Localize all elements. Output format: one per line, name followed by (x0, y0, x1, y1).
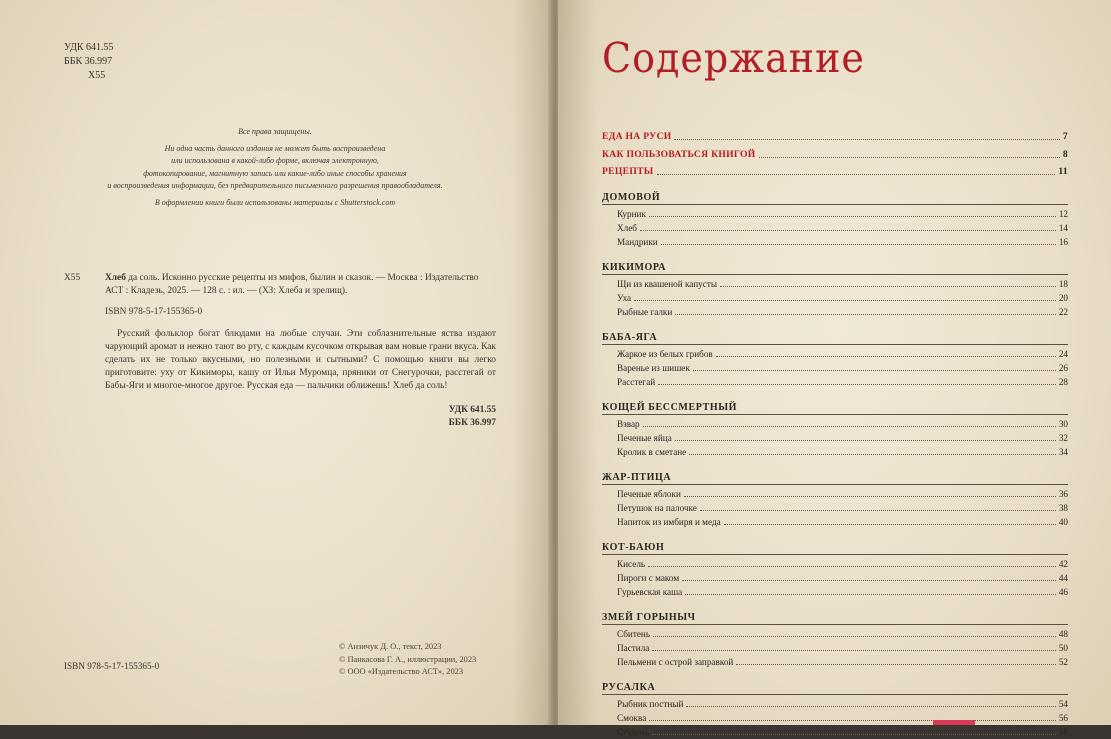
toc-group (602, 190, 1068, 249)
toc-entry-label: Пироги с маком (617, 573, 680, 583)
toc-section-label: ЕДА НА РУСИ (602, 131, 672, 142)
toc-entry[interactable] (602, 431, 1068, 445)
rights-line: В оформлении книги были использованы материалы с Shutterstock.com (154, 197, 396, 207)
toc-entry[interactable] (602, 235, 1068, 249)
toc-entry-label: Мандрики (617, 237, 658, 247)
toc-page-number: 24 (1058, 349, 1068, 359)
toc-entry[interactable] (602, 207, 1068, 221)
toc-entry[interactable] (602, 361, 1068, 375)
toc-entry-label: Взвар (617, 419, 640, 429)
toc-group-title: ДОМОВОЙ (602, 190, 1068, 205)
toc-group-title: КОЩЕЙ БЕССМЕРТНЫЙ (602, 400, 1068, 415)
toc-page-number: 58 (1058, 727, 1068, 737)
toc-entry-label: Печеные яблоки (617, 489, 681, 499)
toc-entry-label: Пельмени с острой заправкой (617, 657, 734, 667)
toc-page-number: 34 (1058, 447, 1068, 457)
toc-entry-label: Напиток из имбиря и меда (617, 517, 721, 527)
toc-entry-label: Кисель (617, 559, 646, 569)
toc-leader-dots (675, 305, 1055, 315)
copyright-notice (70, 126, 480, 210)
biblio-text: да соль. Исконно русские рецепты из мифов, былин и сказок. — Москва : Издательство АСТ : Кладезь, 2025. — 128 с. : ил. — (ХЗ: Хлеба и зрелищ). (105, 273, 479, 297)
toc-entry[interactable] (602, 375, 1068, 389)
toc-leader-dots (652, 725, 1056, 735)
toc-leader-dots (736, 655, 1055, 665)
toc-leader-dots (674, 130, 1059, 140)
toc-page-number: 28 (1058, 377, 1068, 387)
toc-entry[interactable] (602, 711, 1068, 725)
toc-entry-label: Пастила (617, 643, 650, 653)
biblio-title: Хлеб (105, 273, 126, 283)
toc-entry[interactable] (602, 487, 1068, 501)
toc-entry-label: Уха (617, 293, 632, 303)
toc-leader-dots (649, 207, 1056, 217)
biblio-udk: УДК 641.55 (448, 404, 496, 415)
toc-entry[interactable] (602, 557, 1068, 571)
toc-page-number: 54 (1058, 699, 1068, 709)
rights-line: Все права защищены. (238, 127, 312, 136)
udk-code: УДК 641.55 (64, 42, 114, 53)
toc-group-title: ЖАР-ПТИЦА (602, 470, 1068, 485)
toc-leader-dots (759, 148, 1060, 158)
toc-entry[interactable] (602, 697, 1068, 711)
page-title: Содержание (602, 34, 865, 82)
toc-leader-dots (648, 557, 1056, 567)
toc-page-number: 16 (1058, 237, 1068, 247)
bibliographic-record (64, 272, 496, 430)
copyright-credits (339, 641, 476, 679)
toc-page-number: 30 (1058, 419, 1068, 429)
toc-entry-label: Рыбник постный (617, 699, 684, 709)
toc-entry-label: Кролик в сметане (617, 447, 687, 457)
biblio-code: Х55 (64, 273, 81, 283)
credit-line: © Панкасова Г. А., иллюстрации, 2023 (339, 654, 477, 664)
toc-entry-label: Гурьевская каша (617, 587, 683, 597)
toc-entry-label: Хлеб (617, 223, 637, 233)
toc-page-number: 40 (1058, 517, 1068, 527)
biblio-bbk: ББК 36.997 (448, 417, 496, 428)
toc-section[interactable] (602, 165, 1068, 179)
toc-leader-dots (657, 165, 1056, 175)
toc-page-number: 18 (1058, 279, 1068, 289)
toc-entry[interactable] (602, 641, 1068, 655)
rights-line: фотокопирование, магнитную запись или какие-либо иные способы хранения (143, 168, 407, 178)
toc-entry-label: Рыбные галки (617, 307, 673, 317)
rights-line: Ни одна часть данного издания не может быть воспроизведена (164, 143, 386, 153)
toc-entry[interactable] (602, 347, 1068, 361)
toc-section[interactable] (602, 130, 1068, 144)
toc-group (602, 610, 1068, 669)
toc-page-number: 7 (1062, 131, 1068, 142)
credit-line: © Анзичук Д. О., текст, 2023 (339, 642, 442, 651)
rights-line: и воспроизведения информации, без предварительного письменного разрешения правообладателя. (107, 181, 443, 191)
toc-page-number: 26 (1058, 363, 1068, 373)
toc-page-number: 38 (1058, 503, 1068, 513)
isbn-footer: ISBN 978-5-17-155365-0 (64, 661, 160, 671)
toc-entry[interactable] (602, 571, 1068, 585)
toc-page-number: 20 (1058, 293, 1068, 303)
toc-leader-dots (653, 627, 1056, 637)
toc-page-number: 42 (1058, 559, 1068, 569)
toc-leader-dots (649, 711, 1056, 721)
toc-entry[interactable] (602, 417, 1068, 431)
bbk-code: ББК 36.997 (64, 56, 113, 67)
toc-entry[interactable] (602, 445, 1068, 459)
toc-group-title: РУСАЛКА (602, 680, 1068, 695)
toc-leader-dots (686, 697, 1055, 707)
toc-entry[interactable] (602, 627, 1068, 641)
toc-entry[interactable] (602, 305, 1068, 319)
toc-group (602, 260, 1068, 319)
toc-page-number: 50 (1058, 643, 1068, 653)
classification-codes (64, 41, 114, 83)
toc-entry[interactable] (602, 277, 1068, 291)
toc-entry-label: Расстегай (617, 377, 656, 387)
toc-section-label: КАК ПОЛЬЗОВАТЬСЯ КНИГОЙ (602, 148, 756, 160)
toc-leader-dots (652, 641, 1055, 651)
toc-leader-dots (689, 445, 1056, 455)
toc-leader-dots (720, 277, 1056, 287)
toc-group-title: КОТ-БАЮН (602, 540, 1068, 555)
toc-leader-dots (716, 347, 1056, 357)
toc-leader-dots (640, 221, 1056, 231)
biblio-isbn: ISBN 978-5-17-155365-0 (105, 307, 203, 318)
toc-entry-label: Щи из квашеной капусты (617, 279, 718, 289)
toc-section-label: РЕЦЕПТЫ (602, 166, 654, 177)
toc-group-title: КИКИМОРА (602, 260, 1068, 275)
annotation: Русский фольклор богат блюдами на любые случаи. Эти соблазнительные яства издают чарующий аромат и нежно тают во рту, с каждым кусочком открывая вам новые грани вкуса. Как сделать их не только вкусными, но полезными и сытными? С помощью книги вы легко приготовите: уху от Кикиморы, кашу от Ильи Муромца, пряники от Снегурочки, расстегай от Бабы-Яги и многое-многое другое. Русская еда — пальчики оближешь! Хлеб да соль! (105, 328, 496, 392)
toc-leader-dots (693, 361, 1056, 371)
toc-entry[interactable] (602, 221, 1068, 235)
toc-leader-dots (658, 375, 1056, 385)
toc-group (602, 540, 1068, 599)
toc-page-number: 44 (1058, 573, 1068, 583)
toc-group (602, 680, 1068, 739)
biblio-entry (64, 272, 496, 298)
toc-entry-label: Варенье из шишек (617, 363, 690, 373)
toc-entry[interactable] (602, 515, 1068, 529)
bookmark-ribbon (933, 720, 975, 725)
rights-line: или использована в какой-либо форме, включая электронную, (171, 156, 379, 166)
toc-leader-dots (643, 417, 1056, 427)
toc-leader-dots (685, 585, 1056, 595)
toc-group (602, 330, 1068, 389)
toc-leader-dots (682, 571, 1056, 581)
credit-line: © ООО «Издательство АСТ», 2023 (339, 667, 464, 677)
toc-section[interactable] (602, 148, 1068, 162)
toc-page-number: 46 (1058, 587, 1068, 597)
toc-entry[interactable] (602, 655, 1068, 669)
author-mark: Х55 (88, 70, 106, 81)
toc-entry-label: Печеные яйца (617, 433, 672, 443)
toc-leader-dots (724, 515, 1056, 525)
toc-entry[interactable] (602, 291, 1068, 305)
toc-page-number: 8 (1062, 148, 1068, 160)
toc-group (602, 470, 1068, 529)
toc-leader-dots (684, 487, 1056, 497)
toc-entry[interactable] (602, 501, 1068, 515)
toc-entry-label: Студень (617, 727, 649, 737)
left-page (0, 0, 552, 725)
toc-leader-dots (700, 501, 1056, 511)
toc-entry-label: Жаркое из белых грибов (617, 349, 713, 359)
toc-group (602, 400, 1068, 459)
toc-page-number: 56 (1058, 713, 1068, 723)
toc-entry-label: Сбитень (617, 629, 651, 639)
toc-leader-dots (661, 235, 1056, 245)
toc-page-number: 12 (1058, 209, 1068, 219)
toc-page-number: 14 (1058, 223, 1068, 233)
toc-page-number: 36 (1058, 489, 1068, 499)
toc-page-number: 52 (1058, 657, 1068, 667)
toc-group-title: ЗМЕЙ ГОРЫНЫЧ (602, 610, 1068, 625)
toc-entry[interactable] (602, 585, 1068, 599)
table-of-contents (602, 130, 1068, 739)
toc-entry-label: Петушок на палочке (617, 503, 697, 513)
toc-page-number: 48 (1058, 629, 1068, 639)
toc-leader-dots (634, 291, 1056, 301)
toc-page-number: 22 (1058, 307, 1068, 317)
toc-leader-dots (675, 431, 1056, 441)
toc-page-number: 32 (1058, 433, 1068, 443)
toc-entry-label: Смоква (617, 713, 647, 723)
toc-entry-label: Курник (617, 209, 646, 219)
toc-page-number: 11 (1058, 166, 1068, 177)
toc-entry[interactable] (602, 725, 1068, 739)
toc-group-title: БАБА-ЯГА (602, 330, 1068, 345)
